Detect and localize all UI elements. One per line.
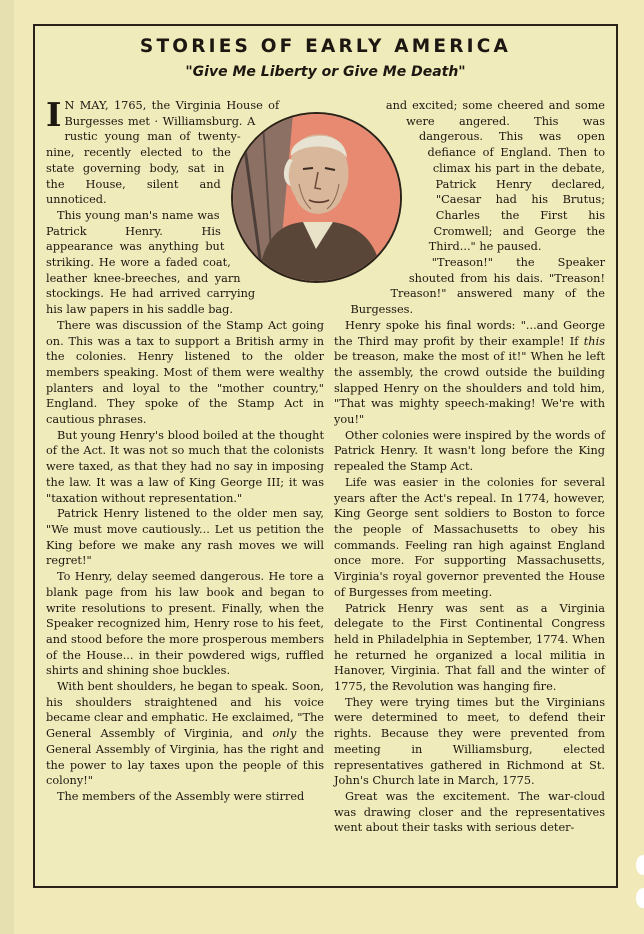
- paragraph: With bent shoulders, he began to speak. Soon, his shoulders straightened and his voice became clear and emphatic. He exclaimed, "The General Assembly of Virginia, and only the General Assembly of Virginia, has the right and the power to lay taxes upon the people of this colony!": [46, 680, 324, 788]
- left-column: [46, 95, 324, 805]
- paragraph: Henry spoke his final words: "...and George the Third may profit by their example! If this be treason, make the most of it!" When he left the assembly, the crowd outside the building slapped Henry on the shoulders and told him, "That was mighty speech-making! We're with you!": [334, 318, 605, 427]
- story-subtitle: "Give Me Liberty or Give Me Death": [185, 64, 466, 80]
- binding-hole: [636, 855, 644, 875]
- page-edge: [0, 0, 14, 934]
- paragraph: They were trying times but the Virginians were determined to meet, to defend their rights. Because they were prevented from meeting in Williamsburg, elected representatives gathered in Richmond at St. John's Church late in March, 1775.: [334, 695, 605, 788]
- binding-hole: [636, 888, 644, 908]
- paragraph: Other colonies were inspired by the words of Patrick Henry. It wasn't long before the King repealed the Stamp Act.: [334, 428, 605, 474]
- paragraph: This young man's name was Patrick Henry. His appearance was anything but striking. He wore a faded coat, leather knee-breeches, and yarn stockings. He had arrived carrying his law papers in his saddle bag.: [46, 208, 256, 317]
- paragraph: Great was the excitement. The war-cloud was drawing closer and the representatives went about their tasks with serious deter-: [334, 789, 605, 835]
- paragraph: Patrick Henry listened to the older men say, "We must move cautiously... Let us petition the King before we make any rash moves we will regret!": [46, 507, 324, 568]
- paragraph: The members of the Assembly were stirred: [57, 789, 305, 803]
- paragraph: Patrick Henry was sent as a Virginia delegate to the First Continental Congress held in Philadelphia in September, 1774. When he returned he organized a local militia in Hanover, Virginia. That fall and the winter of 1775, the Revolution was hanging fire.: [334, 601, 605, 694]
- paragraph: and excited; some cheered and some were angered. This was dangerous. This was open defiance of England. Then to climax his part in the debate, Patrick Henry declared, "Caesar had his Brutus; Charles the First his Cromwell; and George the Third..." he paused.: [385, 99, 605, 254]
- drop-cap: I: [46, 95, 62, 134]
- story-panel: [33, 24, 618, 888]
- paragraph: There was discussion of the Stamp Act going on. This was a tax to support a British army in the colonies. Henry listened to the older members speaking. Most of them were wealthy planters and loyal to the "mother country," England. They spoke of the Stamp Act in cautious phrases.: [46, 318, 324, 427]
- right-column: [334, 98, 605, 836]
- paragraph: To Henry, delay seemed dangerous. He tore a blank page from his law book and began to write resolutions to present. Finally, when the Speaker recognized him, Henry rose to his feet, and stood before the more prosperous members of the House... in their powdered wigs, ruffled shirts and shining shoe buckles.: [46, 570, 324, 678]
- paragraph: I N MAY, 1765, the Virginia House of Burgesses met · Williamsburg. A rustic young man of twenty-nine, recently elected to the state governing body, sat in the House, silent and unnoticed.: [46, 95, 280, 207]
- page-title: STORIES OF EARLY AMERICA: [139, 36, 512, 57]
- paragraph: "Treason!" the Speaker shouted from his dais. "Treason! Treason!" answered many of the Burgesses.: [350, 256, 605, 317]
- paragraph: But young Henry's blood boiled at the thought of the Act. It was not so much that the colonists were taxed, as that they had no say in imposing the law. It was a law of King George III; it was "taxation without representation.": [46, 428, 324, 505]
- paragraph: Life was easier in the colonies for several years after the Act's repeal. In 1774, however, King George sent soldiers to Boston to force the people of Massachusetts to obey his commands. Feeling ran high against England once more. For supporting Massachusetts, Virginia's royal governor prevented the House of Burgesses from meeting.: [334, 475, 605, 599]
